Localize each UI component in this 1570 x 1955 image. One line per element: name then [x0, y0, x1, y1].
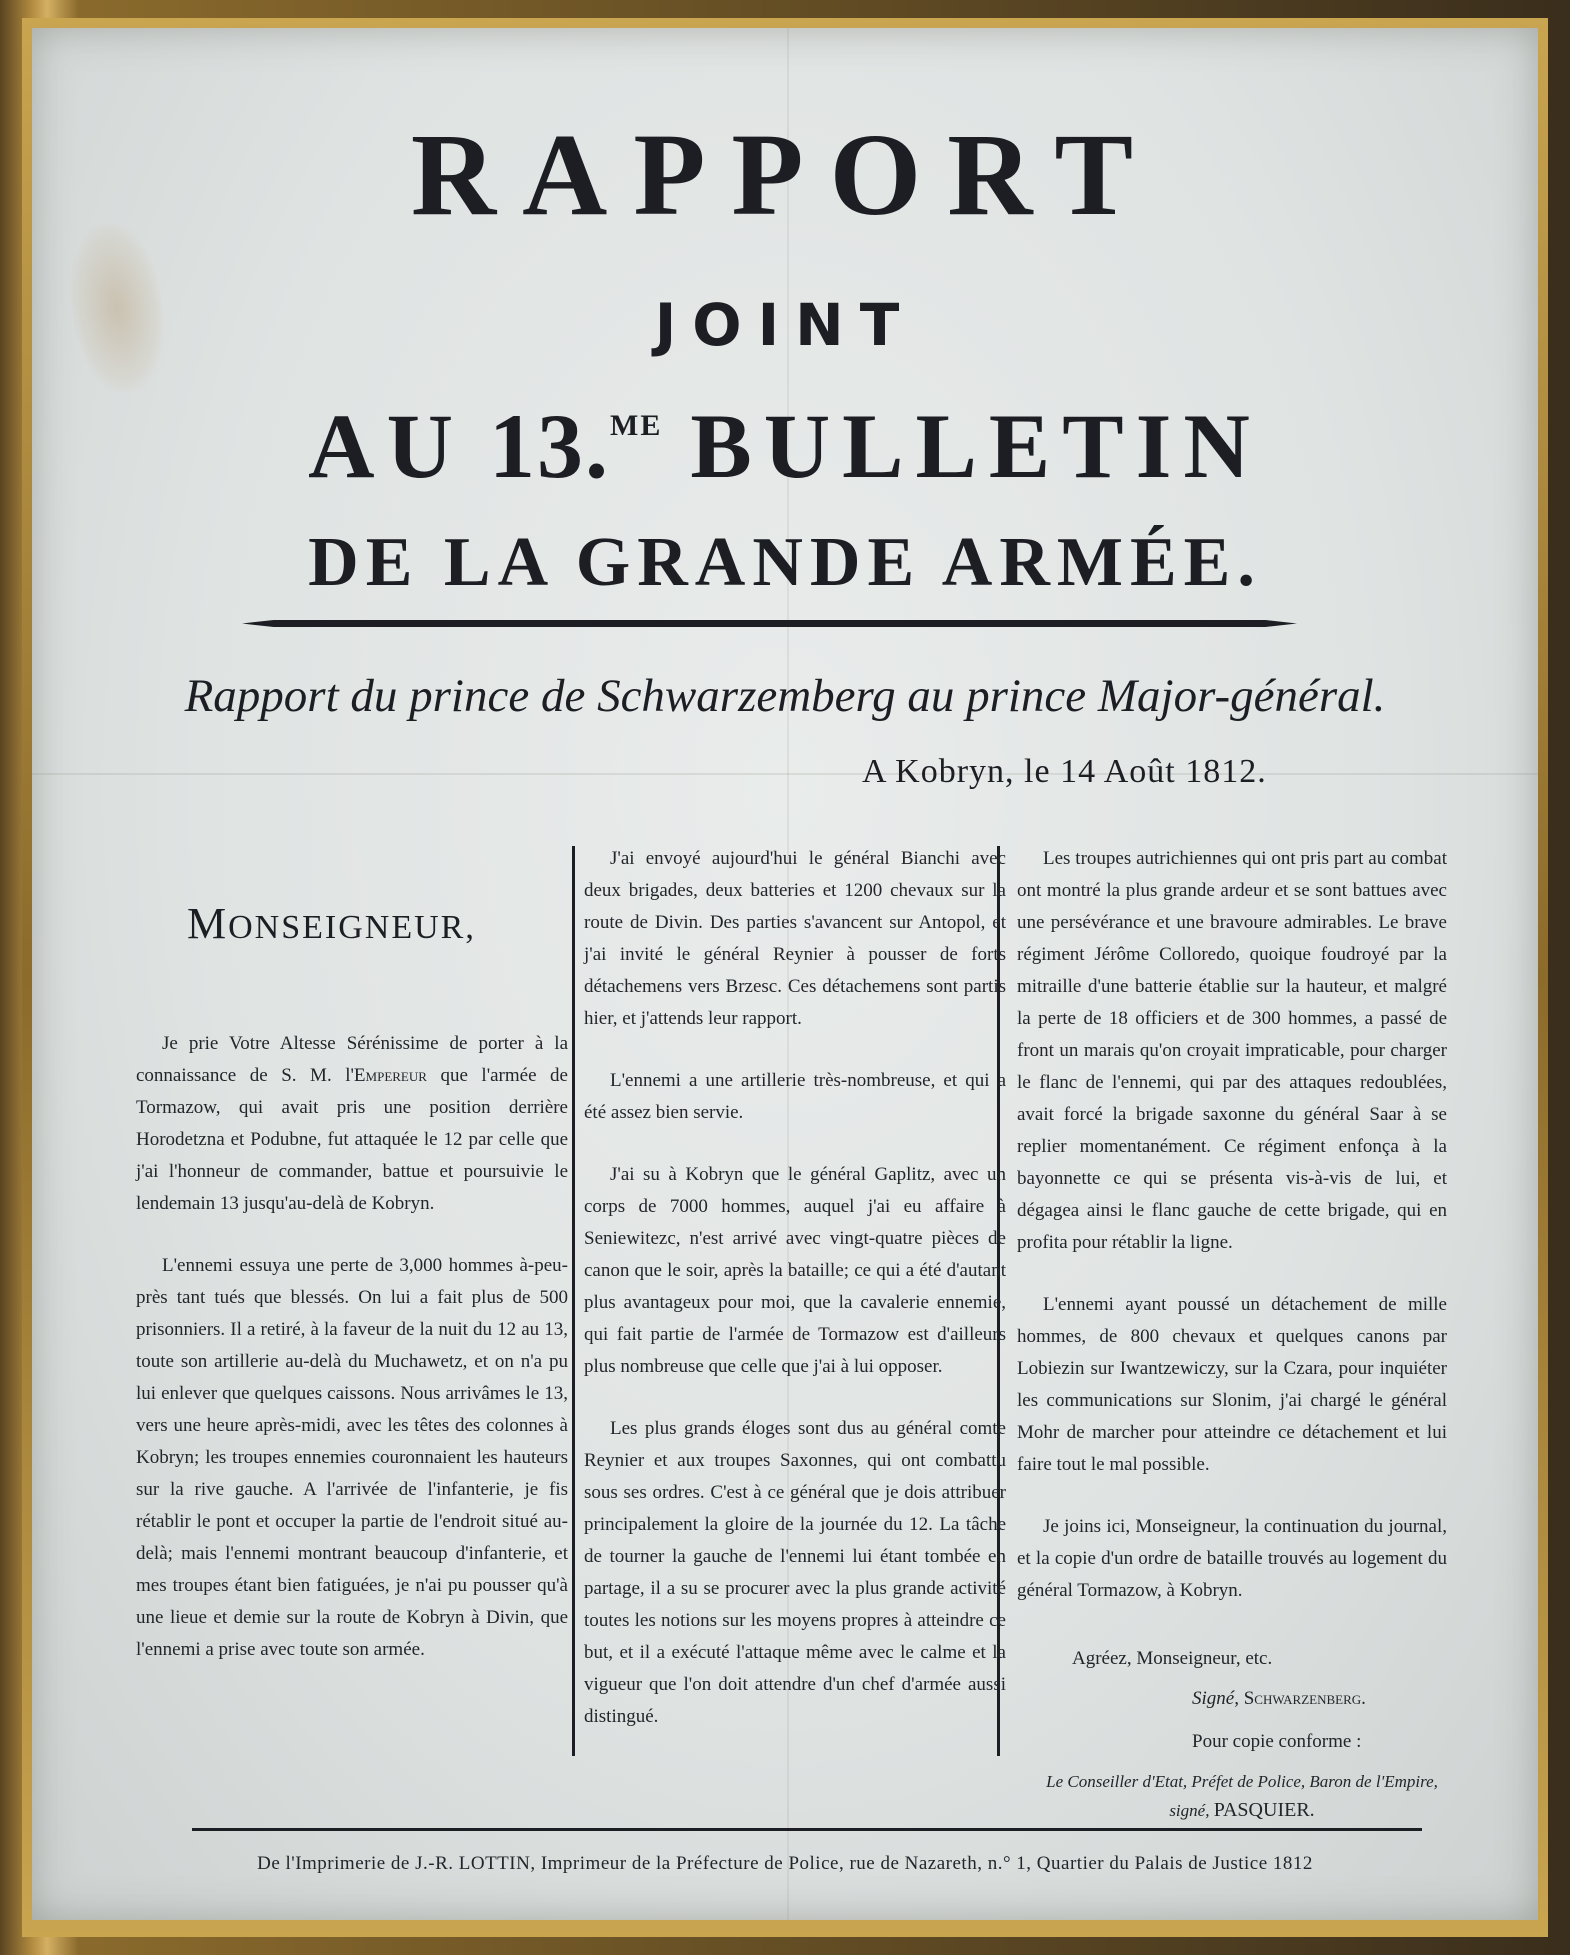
report-subtitle: Rapport du prince de Schwarzemberg au prince Major-général. — [184, 670, 1386, 722]
column-divider-1 — [572, 846, 575, 1756]
salutation — [187, 898, 476, 949]
column-3-paragraph-3: Je joins ici, Monseigneur, la continuation du journal, et la copie d'un ordre de bataille trouvés au logement du général Tormazow, à Kobryn. — [1017, 1516, 1447, 1601]
imprint-rule — [192, 1828, 1422, 1831]
prefect-title: Le Conseiller d'Etat, Préfet de Police, Baron de l'Empire, signé, — [1046, 1772, 1438, 1820]
paragraph-text: que l'armée de Tormazow, qui avait pris une position derrière Horodetzna et Podubne, fut attaquée le 12 par celle que j'ai l'honneur de commander, battue et poursuivie le lendemain 13 jusqu'au-delà de Kobryn. — [136, 1065, 568, 1214]
title-rapport: RAPPORT — [410, 109, 1160, 240]
column-2-paragraph-4: Les plus grands éloges sont dus au général comte Reynier et aux troupes Saxonnes, qui ont combattu sous ses ordres. C'est à ce général que je dois attribuer principalement la gloire de la journée du 12. La tâche de tourner la gauche de l'ennemi lui étant tombée en partage, il a su se procurer avec la plus grande activité toutes les notions sur les moyens propres à atteindre ce but, et il a exécuté l'attaque même avec le calme et la vigueur que l'on doit attendre d'un chef d'armée aussi distingué. — [584, 1418, 1006, 1727]
fold-crease-horizontal — [32, 773, 1538, 775]
title-au: AU — [308, 395, 466, 497]
closing-prefect — [1042, 1768, 1442, 1825]
signed-label: Signé, — [1192, 1688, 1244, 1709]
poster-sheet — [32, 28, 1538, 1920]
title-bulletin-line — [32, 395, 1538, 497]
column-3-paragraph-1: Les troupes autrichiennes qui ont pris part au combat ont montré la plus grande ardeur et se sont battues avec une persévérance et une bravoure admirables. Le brave régiment Jérôme Colloredo, quoique foudroyé par la mitraille d'une batterie établie sur la hauteur, et malgré la perte de 18 officiers et de 300 hommes, a passé de front un marais qu'on croyait impraticable, pour charger le flanc de l'ennemi, qui par des attaques redoublées, avait forcé la brigade saxonne du général Saar à se replier momentanément. Ce régiment enfonça à la bayonnette ce qui se présenta vis-à-vis de lui, et dégagea ainsi le flanc gauche de cette brigade, qui en profita pour rétablir la ligne. — [1017, 848, 1447, 1253]
bulletin-number: 13. — [489, 395, 611, 497]
column-3 — [1017, 843, 1447, 1637]
salutation-rest: ONSEIGNEUR — [228, 909, 466, 946]
column-1-paragraph-2: L'ennemi essuya une perte de 3,000 hommes à-peu-près tant tués que blessés. On lui a fait plus de 500 prisonniers. Il a retiré, à la faveur de la nuit du 12 au 13, toute son artillerie au-delà du Muchawetz, et on n'a pu lui enlever que quelques caissons. Nous arrivâmes le 13, vers une heure après-midi, avec les têtes des colonnes à Kobryn; les troupes ennemies couronnaient les hauteurs sur la rive gauche. A l'arrivée de l'infanterie, je fis rétablir le pont et occuper la partie de l'endroit situé au-delà; mais l'ennemi montrant beaucoup d'infanterie, et mes troupes étant bien fatiguées, je n'ai pu pousser qu'à une lieue et demie sur la route de Kobryn à Divin, que l'ennemi a prise avec toute son armée. — [136, 1255, 568, 1660]
closing-attest: Agréez, Monseigneur, etc. — [1072, 1648, 1273, 1669]
column-3-paragraph-2: L'ennemi ayant poussé un détachement de mille hommes, de 800 chevaux et quelques canons par Lobiezin sur Iwantzewiczy, sur la Czara, pour inquiéter les communications sur Slonim, j'ai chargé le général Mohr de marcher pour atteindre ce détachement et lui faire tout le mal possible. — [1017, 1294, 1447, 1475]
salutation-initial: M — [187, 899, 229, 948]
paragraph-text: Je prie Votre Altesse Sérénissime de porter à la connaissance de S. M. l' — [136, 1033, 568, 1086]
title-joint: JOINT — [654, 291, 916, 359]
closing-signature — [1192, 1683, 1366, 1715]
signed-name: Schwarzenberg. — [1243, 1688, 1366, 1709]
printer-imprint: De l'Imprimerie de J.-R. LOTTIN, Imprimeur de la Préfecture de Police, rue de Nazareth, n.° 1, Quartier du Palais de Justice 1812 — [257, 1853, 1313, 1874]
emperor-title: Empereur — [353, 1065, 427, 1086]
prefect-name: PASQUIER. — [1213, 1799, 1315, 1821]
title-grande-armee: DE LA GRANDE ARMÉE. — [308, 524, 1262, 601]
title-rule — [242, 620, 1297, 627]
column-2-paragraph-3: J'ai su à Kobryn que le général Gaplitz, avec un corps de 7000 hommes, auquel j'ai eu affaire à Seniewitezc, n'est arrivé avec vingt-quatre pièces de canon que le soir, après la bataille; ce qui a été d'autant plus avantageux pour moi, que la cavalerie ennemie, qui fait partie de l'armée de Tormazow est d'ailleurs plus nombreuse que celle que j'ai à lui opposer. — [584, 1164, 1006, 1377]
bulletin-number-suffix: ME — [610, 409, 663, 442]
column-2-paragraph-2: L'ennemi a une artillerie très-nombreuse, et qui a été assez bien servie. — [584, 1070, 1006, 1123]
column-1-paragraph-1 — [136, 1028, 568, 1220]
column-2 — [584, 843, 1006, 1763]
salutation-comma: , — [465, 909, 476, 946]
column-1 — [136, 1028, 568, 1696]
title-bulletin: BULLETIN — [690, 395, 1262, 497]
column-2-paragraph-1: J'ai envoyé aujourd'hui le général Bianchi avec deux brigades, deux batteries et 1200 chevaux sur la route de Divin. Des parties s'avancent sur Antopol, et j'ai invité le général Reynier à pousser de forts détachemens vers Brzesc. Ces détachemens sont partis hier, et j'attends leur rapport. — [584, 848, 1006, 1029]
dateline: A Kobryn, le 14 Août 1812. — [862, 753, 1267, 790]
closing-copie: Pour copie conforme : — [1192, 1731, 1362, 1752]
